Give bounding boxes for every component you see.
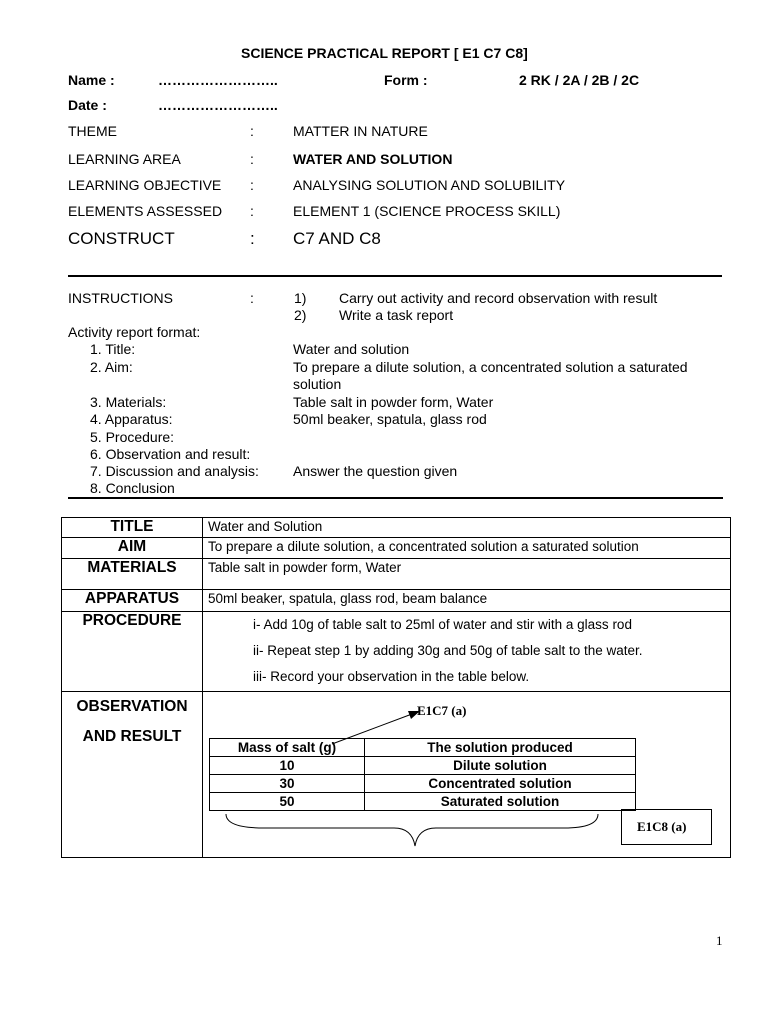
table-row (210, 775, 636, 793)
format-item-label: 8. Conclusion (90, 480, 175, 496)
obs-header-mass: Mass of salt (g) (210, 739, 365, 757)
elements-assessed-value: ELEMENT 1 (SCIENCE PROCESS SKILL) (293, 203, 561, 219)
format-item-value: Answer the question given (293, 463, 458, 479)
obs-header-solution: The solution produced (365, 739, 636, 757)
date-field[interactable]: …………………….. (158, 97, 278, 113)
learning-area-label: LEARNING AREA (68, 151, 181, 167)
instruction-num-1: 1) (294, 290, 307, 306)
format-heading: Activity report format: (68, 324, 201, 340)
observation-label-line1: OBSERVATION (76, 698, 188, 715)
observation-label-line2: AND RESULT (82, 728, 182, 745)
format-item-value: To prepare a dilute solution, a concentrated solution a saturated (293, 359, 688, 375)
title-value: Water and Solution (203, 518, 731, 538)
procedure-step: ii- Repeat step 1 by adding 30g and 50g of table salt to the water. (253, 643, 643, 658)
materials-value: Table salt in powder form, Water (203, 559, 731, 590)
obs-mass: 30 (210, 775, 365, 793)
name-label: Name : (68, 72, 115, 88)
form-value: 2 RK / 2A / 2B / 2C (519, 72, 640, 88)
learning-objective-sep: : (250, 177, 254, 193)
tag-e1c7: E1C7 (a) (417, 703, 467, 718)
format-item-value-cont: solution (293, 376, 342, 392)
materials-label: MATERIALS (62, 559, 203, 590)
format-item-value: Table salt in powder form, Water (293, 394, 494, 410)
procedure-step: iii- Record your observation in the table below. (253, 669, 530, 684)
format-item-label: 3. Materials: (90, 394, 167, 410)
divider-bottom (68, 497, 723, 499)
format-item-label: 6. Observation and result: (90, 446, 251, 462)
format-item-label: 2. Aim: (90, 359, 133, 375)
format-item-label: 1. Title: (90, 341, 136, 357)
construct-value: C7 AND C8 (293, 229, 381, 248)
format-item-value: 50ml beaker, spatula, glass rod (293, 411, 487, 427)
apparatus-label: APPARATUS (62, 590, 203, 612)
theme-label: THEME (68, 123, 117, 139)
tag-e1c8-box (621, 809, 712, 845)
table-row (210, 793, 636, 811)
theme-value: MATTER IN NATURE (293, 123, 428, 139)
name-field[interactable]: …………………….. (158, 72, 278, 88)
obs-solution: Concentrated solution (365, 775, 636, 793)
format-item-value: Water and solution (293, 341, 410, 357)
construct-label: CONSTRUCT (68, 229, 175, 248)
format-item-label: 7. Discussion and analysis: (90, 463, 259, 479)
instructions-label: INSTRUCTIONS (68, 290, 173, 306)
learning-objective-label: LEARNING OBJECTIVE (68, 177, 222, 193)
learning-objective-value: ANALYSING SOLUTION AND SOLUBILITY (293, 177, 566, 193)
theme-sep: : (250, 123, 254, 139)
elements-assessed-label: ELEMENTS ASSESSED (68, 203, 223, 219)
instruction-num-2: 2) (294, 307, 307, 323)
procedure-label: PROCEDURE (62, 612, 203, 692)
aim-value: To prepare a dilute solution, a concentrated solution a saturated solution (203, 538, 731, 559)
obs-solution: Saturated solution (365, 793, 636, 811)
title-label: TITLE (62, 518, 203, 538)
apparatus-value: 50ml beaker, spatula, glass rod, beam balance (203, 590, 731, 612)
table-row (210, 757, 636, 775)
instruction-text-2: Write a task report (339, 307, 454, 323)
procedure-steps (203, 612, 731, 692)
instructions-sep: : (250, 290, 254, 306)
form-label: Form : (384, 72, 428, 88)
format-item-label: 4. Apparatus: (90, 411, 173, 427)
page-number: 1 (716, 933, 723, 948)
instruction-text-1: Carry out activity and record observation with result (339, 290, 658, 306)
report-title: SCIENCE PRACTICAL REPORT [ E1 C7 C8] (241, 45, 528, 61)
tag-e1c8: E1C8 (a) (637, 819, 687, 834)
learning-area-value: WATER AND SOLUTION (293, 151, 453, 167)
observation-label (62, 692, 203, 858)
format-item-label: 5. Procedure: (90, 429, 175, 445)
construct-sep: : (250, 229, 255, 248)
obs-solution: Dilute solution (365, 757, 636, 775)
learning-area-sep: : (250, 151, 254, 167)
obs-mass: 50 (210, 793, 365, 811)
procedure-step: i- Add 10g of table salt to 25ml of water and stir with a glass rod (253, 617, 632, 632)
elements-assessed-sep: : (250, 203, 254, 219)
aim-label: AIM (62, 538, 203, 559)
obs-mass: 10 (210, 757, 365, 775)
divider-top (68, 275, 722, 277)
curly-brace-icon (224, 812, 604, 850)
date-label: Date : (68, 97, 107, 113)
